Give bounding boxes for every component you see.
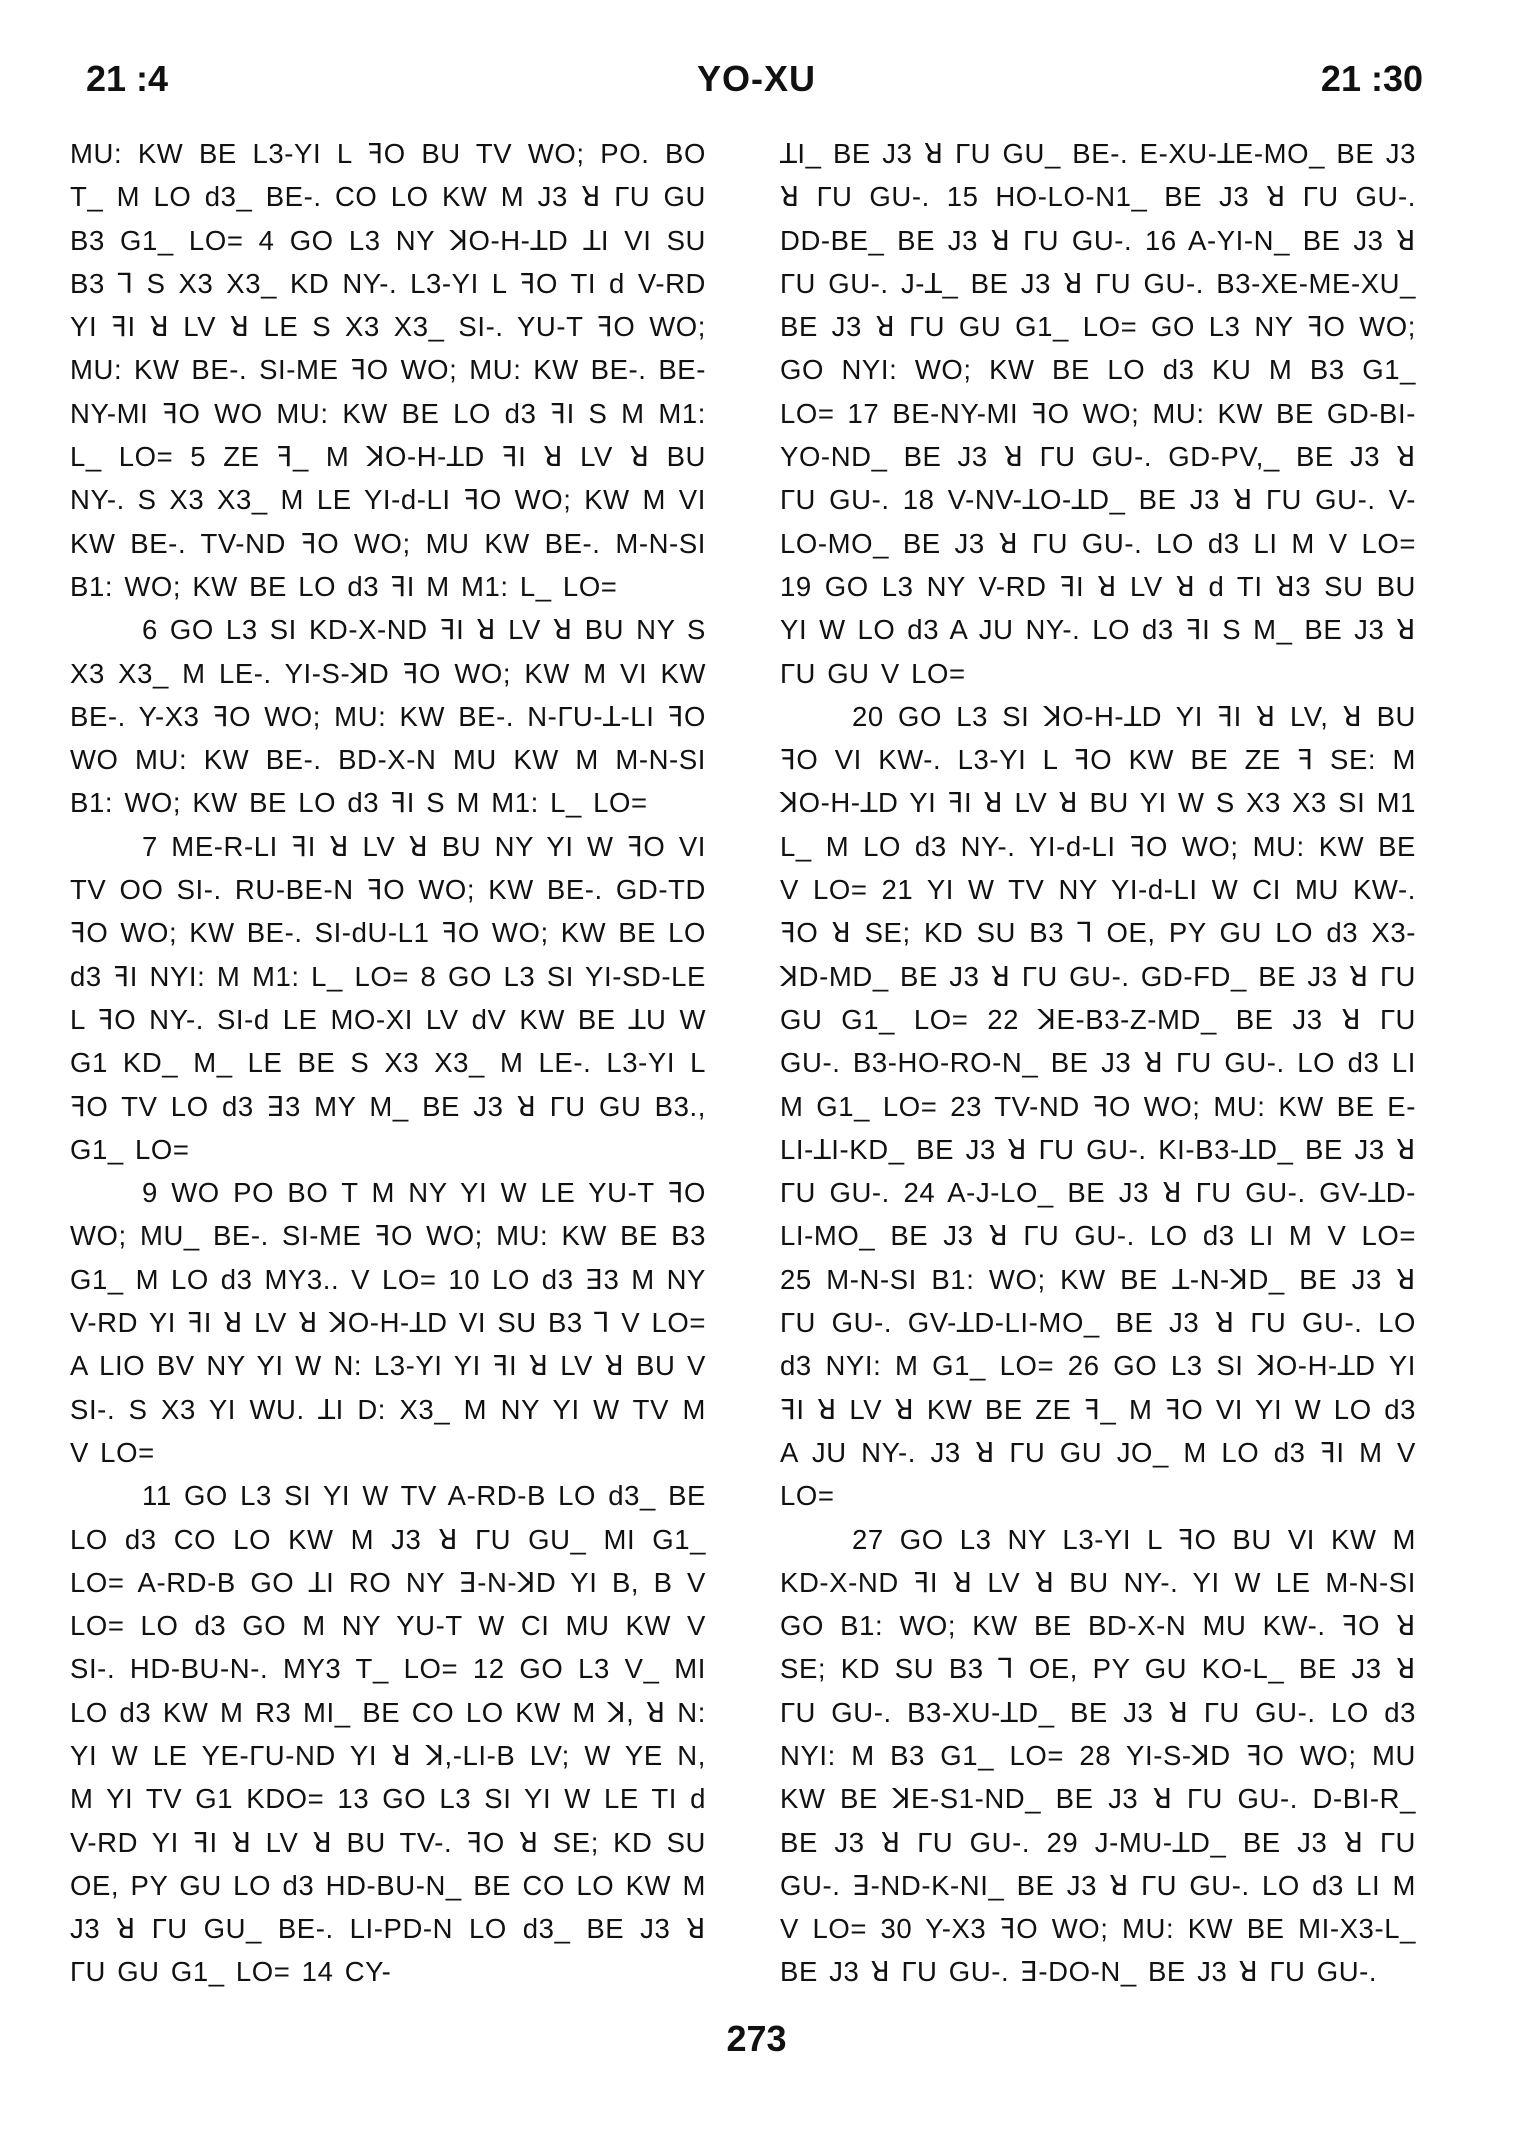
paragraph: 7 ME-R-LI ꟻI ꓤ LV ꓤ BU NY YI W ꟻO VI TV OO SI-. RU-BE-N ꟻO WO; KW BE-. GD-TD ꟻO WO; KW BE-. SI-dU-L1 ꟻO WO; KW BE LO d3 ꟻI NYI: M M1: L_ LO= 8 GO L3 SI YI-SD-LE L ꟻO NY-. SI-d LE MO-XI LV dV KW BE ꓕU W G1 KD_ M_ LE BE S X3 X3_ M LE-. L3-YI L ꟻO TV LO d3 ꓱ3 MY M_ BE J3 ꓤ ГU GU B3., G1_ LO= [70,830,706,1165]
paragraph: 27 GO L3 NY L3-YI L ꟻO BU VI KW M KD-X-ND ꟻI ꓤ LV ꓤ BU NY-. YI W LE M-N-SI GO B1: WO; KW BE BD-X-N MU KW-. ꟻO ꓤ SE; KD SU B3 ꓶ OE, PY GU KO-L_ BE J3 ꓤ ГU GU-. B3-XU-ꓕD_ BE J3 ꓤ ГU GU-. LO d3 NYI: M B3 G1_ LO= 28 YI-S-ꓘD ꟻO WO; MU KW BE ꓘE-S1-ND_ BE J3 ꓤ ГU GU-. D-BI-R_ BE J3 ꓤ ГU GU-. 29 J-MU-ꓕD_ BE J3 ꓤ ГU GU-. ꓱ-ND-K-NI_ BE J3 ꓤ ГU GU-. LO d3 LI M V LO= 30 Y-X3 ꟻO WO; MU: KW BE MI-X3-L_ BE J3 ꓤ ГU GU-. ꓱ-DO-N_ BE J3 ꓤ ГU GU-. [780,1523,1416,1988]
header-end-reference: 21 :30 [1320,58,1423,99]
left-column [70,132,706,1994]
header-book-title: YO-XU [696,58,816,99]
paragraph: 20 GO L3 SI ꓘO-H-ꓕD YI ꟻI ꓤ LV, ꓤ BU ꟻO VI KW-. L3-YI L ꟻO KW BE ZE ꟻ SE: M ꓘO-H-ꓕD YI ꟻI ꓤ LV ꓤ BU YI W S X3 X3 SI M1 L_ M LO d3 NY-. YI-d-LI ꟻO WO; MU: KW BE V LO= 21 YI W TV NY YI-d-LI W CI MU KW-. ꟻO ꓤ SE; KD SU B3 ꓶ OE, PY GU LO d3 X3-ꓘD-MD_ BE J3 ꓤ ГU GU-. GD-FD_ BE J3 ꓤ ГU GU G1_ LO= 22 ꓘE-B3-Z-MD_ BE J3 ꓤ ГU GU-. B3-HO-RO-N_ BE J3 ꓤ ГU GU-. LO d3 LI M G1_ LO= 23 TV-ND ꟻO WO; MU: KW BE E-LI-ꓕI-KD_ BE J3 ꓤ ГU GU-. KI-B3-ꓕD_ BE J3 ꓤ ГU GU-. 24 A-J-LO_ BE J3 ꓤ ГU GU-. GV-ꓕD-LI-MO_ BE J3 ꓤ ГU GU-. LO d3 LI M V LO= 25 M-N-SI B1: WO; KW BE ꓕ-N-ꓘD_ BE J3 ꓤ ГU GU-. GV-ꓕD-LI-MO_ BE J3 ꓤ ГU GU-. LO d3 NYI: M G1_ LO= 26 GO L3 SI ꓘO-H-ꓕD YI ꟻI ꓤ LV ꓤ KW BE ZE ꟻ_ M ꟻO VI YI W LO d3 A JU NY-. J3 ꓤ ГU GU JO_ M LO d3 ꟻI M V LO= [780,700,1416,1512]
right-column [780,132,1416,1994]
header-start-reference: 21 :4 [86,58,169,99]
paragraph: 9 WO PO BO T M NY YI W LE YU-T ꟻO WO; MU_ BE-. SI-ME ꟻO WO; MU: KW BE B3 G1_ M LO d3 MY3.. V LO= 10 LO d3 ꓱ3 M NY V-RD YI ꟻI ꓤ LV ꓤ ꓘO-H-ꓕD VI SU B3 ꓶ V LO= A LIO BV NY YI W N: L3-YI YI ꟻI ꓤ LV ꓤ BU V SI-. S X3 YI WU. ꓕI D: X3_ M NY YI W TV M V LO= [70,1177,706,1468]
paragraph: 6 GO L3 SI KD-X-ND ꟻI ꓤ LV ꓤ BU NY S X3 X3_ M LE-. YI-S-ꓘD ꟻO WO; KW M VI KW BE-. Y-X3 ꟻO WO; MU: KW BE-. N-ГU-ꓕ-LI ꟻO WO MU: KW BE-. BD-X-N MU KW M M-N-SI B1: WO; KW BE LO d3 ꟻI S M M1: L_ LO= [70,614,706,819]
paragraph: ꓕI_ BE J3 ꓤ ГU GU_ BE-. E-XU-ꓕE-MO_ BE J3 ꓤ ГU GU-. 15 HO-LO-N1_ BE J3 ꓤ ГU GU-. DD-BE_ BE J3 ꓤ ГU GU-. 16 A-YI-N_ BE J3 ꓤ ГU GU-. J-ꓕ_ BE J3 ꓤ ГU GU-. B3-XE-ME-XU_ BE J3 ꓤ ГU GU G1_ LO= GO L3 NY ꟻO WO; GO NYI: WO; KW BE LO d3 KU M B3 G1_ LO= 17 BE-NY-MI ꟻO WO; MU: KW BE GD-BI-YO-ND_ BE J3 ꓤ ГU GU-. GD-PV,_ BE J3 ꓤ ГU GU-. 18 V-NV-ꓕO-ꓕD_ BE J3 ꓤ ГU GU-. V-LO-MO_ BE J3 ꓤ ГU GU-. LO d3 LI M V LO= 19 GO L3 NY V-RD ꟻI ꓤ LV ꓤ d TI ꓤ3 SU BU YI W LO d3 A JU NY-. LO d3 ꟻI S M_ BE J3 ꓤ ГU GU V LO= [780,138,1416,689]
paragraph: MU: KW BE L3-YI L ꟻO BU TV WO; PO. BO T_ M LO d3_ BE-. CO LO KW M J3 ꓤ ГU GU B3 G1_ LO= 4 GO L3 NY ꓘO-H-ꓕD ꓕI VI SU B3 ꓶ S X3 X3_ KD NY-. L3-YI L ꟻO TI d V-RD YI ꟻI ꓤ LV ꓤ LE S X3 X3_ SI-. YU-T ꟻO WO; MU: KW BE-. SI-ME ꟻO WO; MU: KW BE-. BE-NY-MI ꟻO WO MU: KW BE LO d3 ꟻI S M M1: L_ LO= 5 ZE ꟻ_ M ꓘO-H-ꓕD ꟻI ꓤ LV ꓤ BU NY-. S X3 X3_ M LE YI-d-LI ꟻO WO; KW M VI KW BE-. TV-ND ꟻO WO; MU KW BE-. M-N-SI B1: WO; KW BE LO d3 ꟻI M M1: L_ LO= [70,138,706,602]
running-header [80,58,1433,108]
page-number: 273 [726,2018,787,2059]
paragraph: 11 GO L3 SI YI W TV A-RD-B LO d3_ BE LO d3 CO LO KW M J3 ꓤ ГU GU_ MI G1_ LO= A-RD-B GO ꓕI RO NY ꓱ-N-ꓘD YI B, B V LO= LO d3 GO M NY YU-T W CI MU KW V SI-. HD-BU-N-. MY3 T_ LO= 12 GO L3 V_ MI LO d3 KW M R3 MI_ BE CO LO KW M ꓘ, ꓤ N: YI W LE YE-ГU-ND YI ꓤ ꓘ,-LI-B LV; W YE N, M YI TV G1 KDO= 13 GO L3 SI YI W LE TI d V-RD YI ꟻI ꓤ LV ꓤ BU TV-. ꟻO ꓤ SE; KD SU OE, PY GU LO d3 HD-BU-N_ BE CO LO KW M J3 ꓤ ГU GU_ BE-. LI-PD-N LO d3_ BE J3 ꓤ ГU GU G1_ LO= 14 CY- [70,1480,706,1988]
